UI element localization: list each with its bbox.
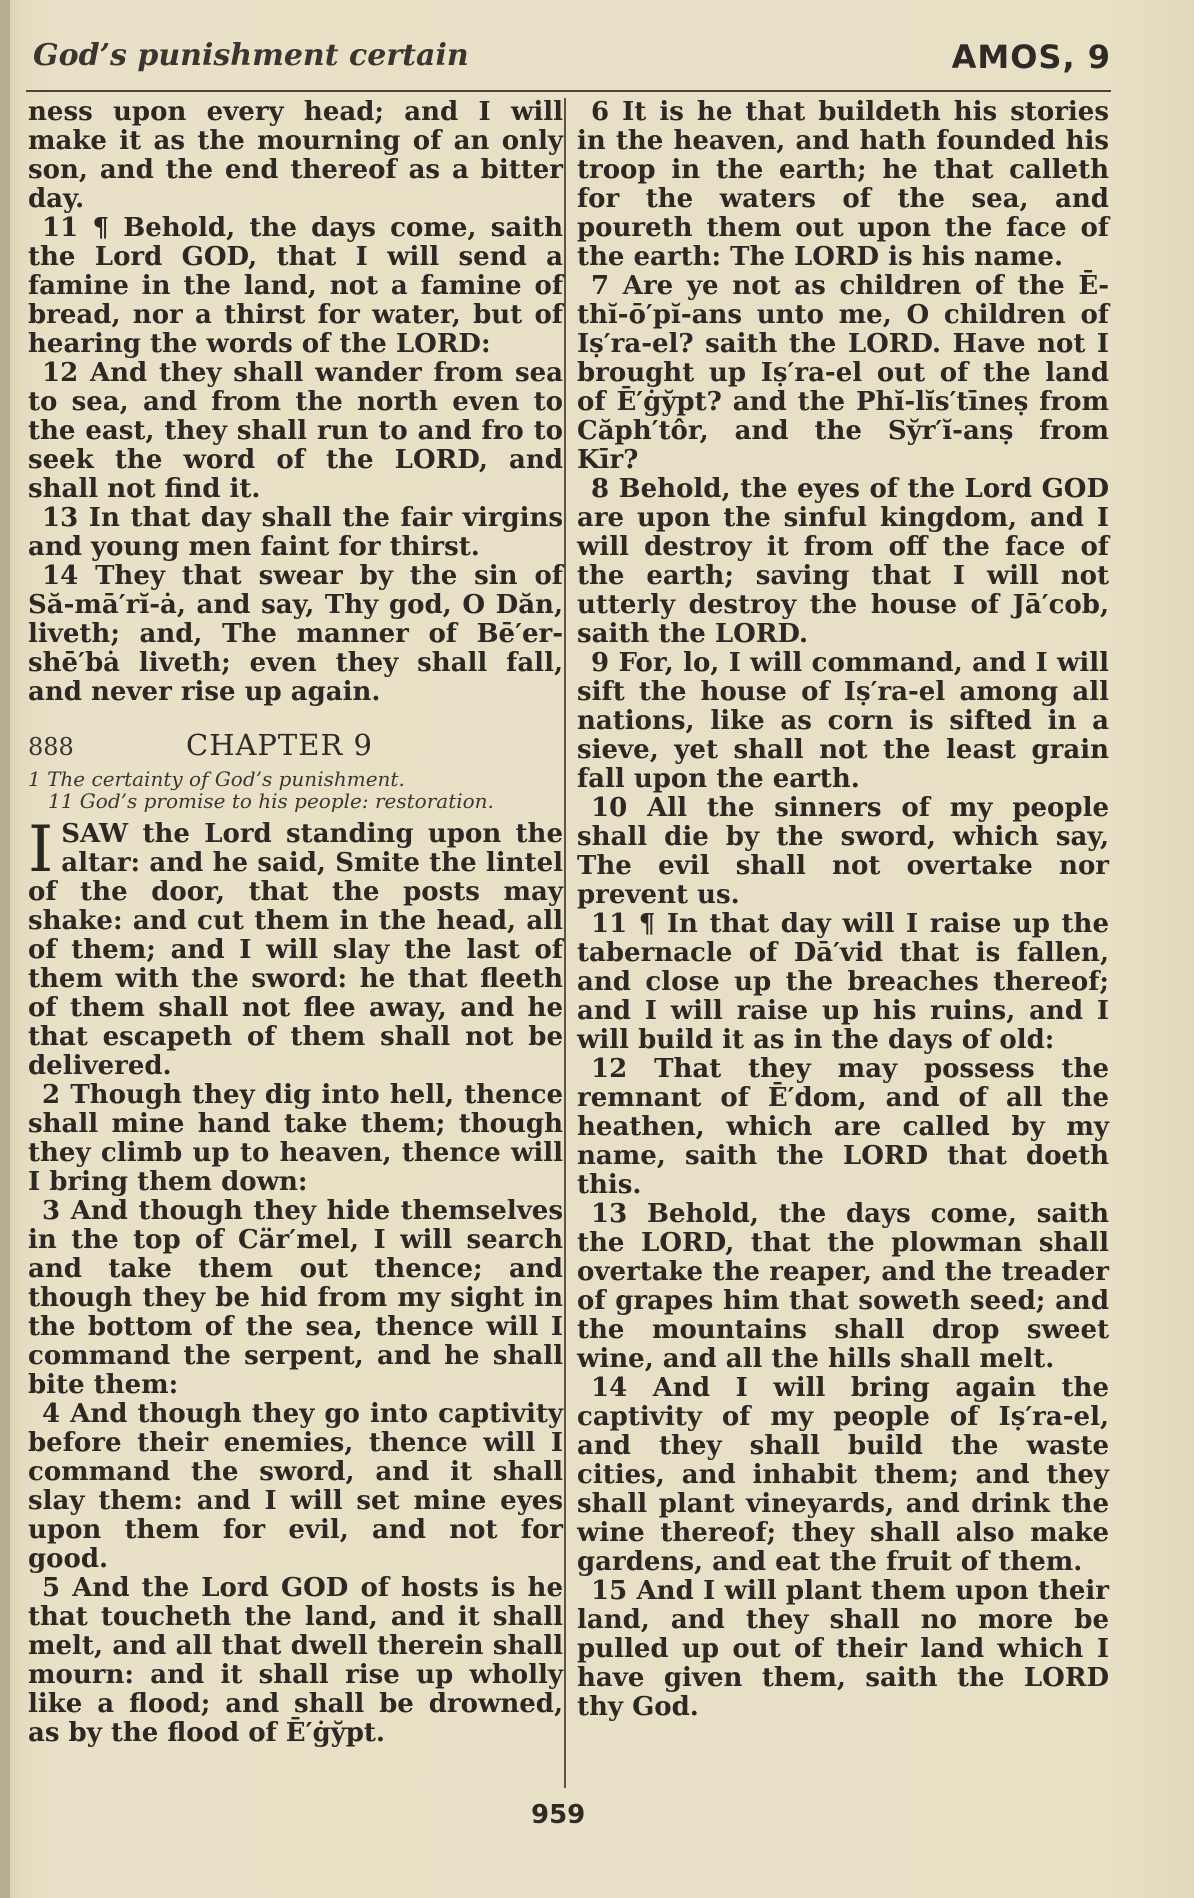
drop-cap: I <box>28 813 54 887</box>
verse-paragraph: 2 Though they dig into hell, thence shall mine hand take them; though they climb up to heaven, thence will I bring them down: <box>28 1080 563 1197</box>
verse-paragraph: 11 ¶ Behold, the days come, saith the Lord GOD, that I will send a famine in the land, not a famine of bread, nor a thirst for water, but of hearing the words of the LORD: <box>28 213 563 359</box>
verse-paragraph: ness upon every head; and I will make it as the mourning of an only son, and the end thereof as a bitter day. <box>28 97 563 214</box>
header-rule <box>26 90 1111 92</box>
verse-paragraph: 15 And I will plant them upon their land, and they shall no more be pulled up out of their land which I have given them, saith the LORD thy God. <box>577 1576 1109 1722</box>
summary-line: 11 God’s promise to his people: restoration. <box>48 789 494 813</box>
verse-paragraph: 4 And though they go into captivity before their enemies, thence will I command the sword, and it shall slay them: and I will set mine eyes upon them for evil, and not for good. <box>28 1399 563 1574</box>
left-column <box>28 98 563 1748</box>
verse-paragraph: 14 They that swear by the sin of Să-mā′rĭ-ȧ, and say, Thy god, O Dăn, liveth; and, The manner of Bē′er-shē′bȧ liveth; even they shall fall, and never rise up again. <box>28 561 563 707</box>
verse-paragraph: 3 And though they hide themselves in the top of Cär′mel, I will search and take them out thence; and though they be hid from my sight in the bottom of the sea, thence will I command the serpent, and he shall bite them: <box>28 1196 563 1400</box>
verse-paragraph: 13 Behold, the days come, saith the LORD, that the plowman shall overtake the reaper, and the treader of grapes him that soweth seed; and the mountains shall drop sweet wine, and all the hills shall melt. <box>577 1199 1109 1374</box>
verse-paragraph: 6 It is he that buildeth his stories in the heaven, and hath founded his troop in the earth; he that calleth for the waters of the sea, and poureth them out upon the face of the earth: The LORD is his name. <box>577 97 1109 272</box>
chapter-number: 888 <box>28 733 74 761</box>
verse-paragraph: 12 And they shall wander from sea to sea, and from the north even to the east, they shall run to and fro to seek the word of the LORD, and shall not find it. <box>28 358 563 504</box>
verse-paragraph: 12 That they may possess the remnant of Ē′dom, and of all the heathen, which are called by my name, saith the LORD that doeth this. <box>577 1054 1109 1200</box>
verse-paragraph: 10 All the sinners of my people shall die by the sword, which say, The evil shall not overtake nor prevent us. <box>577 793 1109 910</box>
verse-paragraph: 7 Are ye not as children of the Ē-thĭ-ō′pĭ-ans unto me, O children of Iṣ′ra-el? saith the LORD. Have not I brought up Iṣ′ra-el out of the land of Ē′ġy̆pt? and the Phĭ-lĭs′tīneṣ from Căph′tôr, and the Sy̆r′ĭ-anṣ from Kīr? <box>577 271 1109 475</box>
summary-line: 1 The certainty of God’s punishment. <box>28 767 405 791</box>
verse-paragraph: 14 And I will bring again the captivity of my people of Iṣ′ra-el, and they shall build the waste cities, and inhabit them; and they shall plant vineyards, and drink the wine thereof; they shall also make gardens, and eat the fruit of them. <box>577 1373 1109 1577</box>
chapter-heading <box>28 728 563 762</box>
verse-paragraph: 8 Behold, the eyes of the Lord GOD are upon the sinful kingdom, and I will destroy it from off the face of the earth; saving that I will not utterly destroy the house of Jā′cob, saith the LORD. <box>577 474 1109 649</box>
page-number: 959 <box>531 1800 586 1830</box>
first-verse <box>28 813 563 1081</box>
running-header-book: AMOS, 9 <box>951 38 1111 76</box>
verse-paragraph: 9 For, lo, I will command, and I will sift the house of Iṣ′ra-el among all nations, like as corn is sifted in a sieve, yet shall not the least grain fall upon the earth. <box>577 648 1109 794</box>
right-column <box>577 98 1109 1722</box>
running-header-left: God’s punishment certain <box>33 38 469 73</box>
verse-paragraph: 5 And the Lord GOD of hosts is he that toucheth the land, and it shall melt, and all that dwell therein shall mourn: and it shall rise up wholly like a flood; and shall be drowned, as by the flood of Ē′ġy̆pt. <box>28 1573 563 1748</box>
column-divider <box>564 98 566 1788</box>
first-verse-text: SAW the Lord standing upon the altar: and he said, Smite the lintel of the door, that the posts may shake: and cut them in the head, all of them; and I will slay the last of them with the sword: he that fleeth of them shall not flee away, and he that escapeth of them shall not be delivered. <box>28 819 563 1081</box>
chapter-summary <box>28 768 563 812</box>
verse-paragraph: 11 ¶ In that day will I raise up the tabernacle of Dā′vid that is fallen, and close up the breaches thereof; and I will raise up his ruins, and I will build it as in the days of old: <box>577 909 1109 1055</box>
verse-paragraph: 13 In that day shall the fair virgins and young men faint for thirst. <box>28 503 563 562</box>
chapter-title: CHAPTER 9 <box>186 728 373 762</box>
